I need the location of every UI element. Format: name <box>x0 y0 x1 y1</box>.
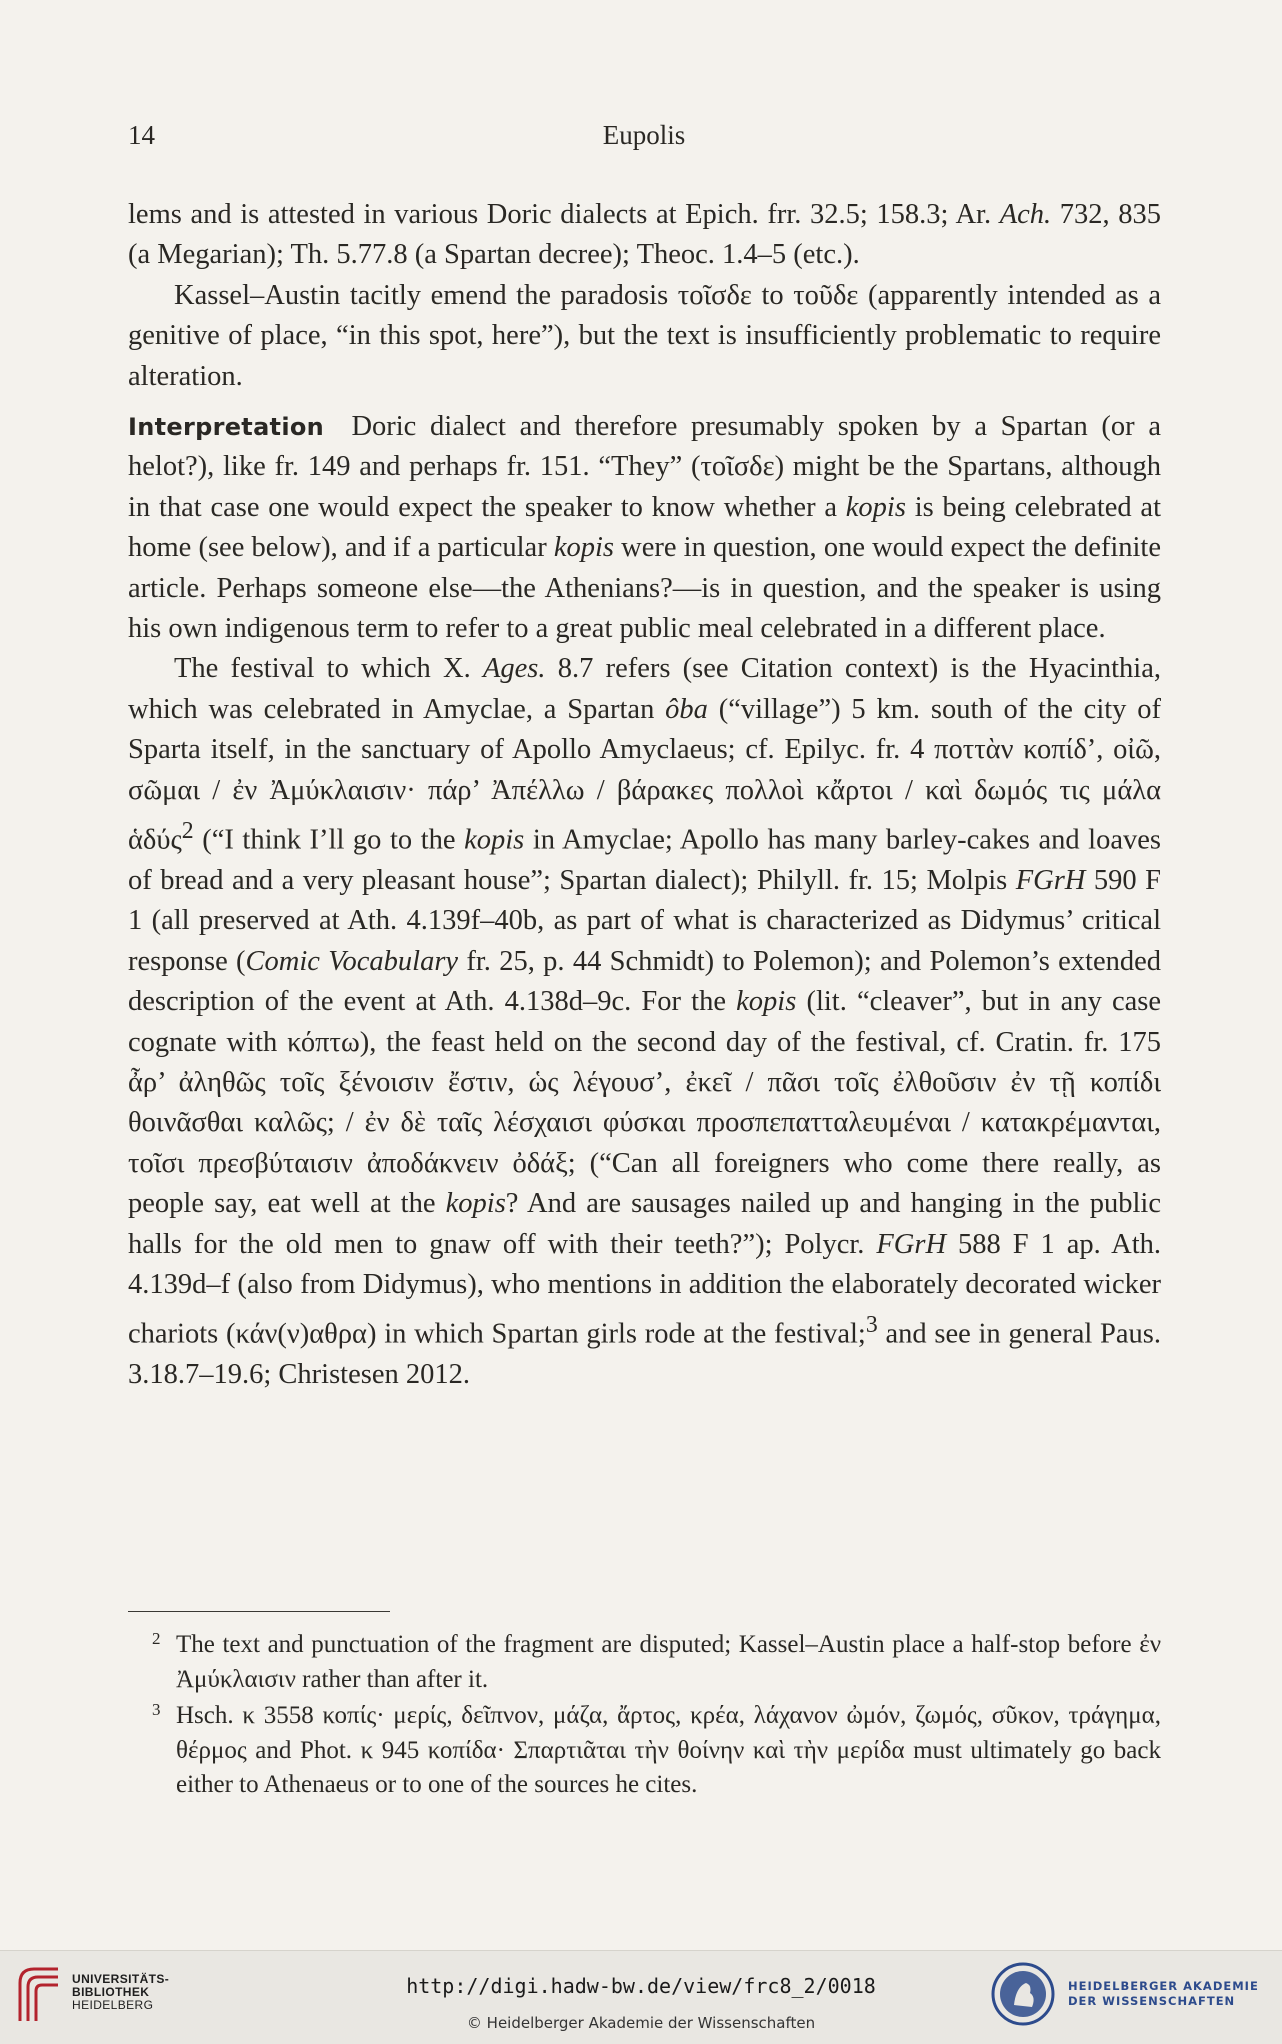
hadw-seal-logo-icon[interactable] <box>990 1961 1056 2027</box>
footnote <box>128 1699 1161 1803</box>
footnote-text: The text and punctuation of the fragment are disputed; Kassel–Austin place a half-stop before ἐν Ἀμύκλαισιν rather than after it. <box>176 1631 1161 1693</box>
footnote-marker: 3 <box>152 1700 161 1719</box>
main-text <box>128 195 1161 1396</box>
running-title: Eupolis <box>602 120 686 150</box>
footnote-rule <box>128 1611 390 1612</box>
footnote <box>128 1628 1161 1697</box>
paragraph-2: Kassel–Austin tacitly emend the paradosis τοῖσδε to τοῦδε (apparently intended as a genitive of place, “in this spot, here”), but the text is insufficiently problematic to require alteration. <box>128 279 1161 392</box>
footnotes <box>128 1628 1161 1805</box>
page-number: 14 <box>128 120 155 150</box>
section-heading: Interpretation <box>128 413 325 442</box>
interpretation-text: Doric dialect and therefore presumably spoken by a Spartan (or a helot?), like fr. 149 and perhaps fr. 151. “They” (τοῖσδε) might be the Spartans, although in that case one would expect the speaker to know whether a kopis is being celebrated at home (see below), and if a particular kopis were in question, one would expect the definite article. Perhaps someone else—the Athenians?—is in question, and the speaker is using his own indigenous term to refer to a great public meal celebrated in a different place. <box>128 411 1162 645</box>
viewer-footer <box>0 1950 1282 2044</box>
academy-name: HEIDELBERGER AKADEMIE DER WISSENSCHAFTEN <box>1068 1979 1259 2008</box>
copyright-notice: © Heidelberger Akademie der Wissenschaften <box>466 2014 816 2032</box>
paragraph-4: The festival to which X. Ages. 8.7 refers (see Citation context) is the Hyacinthia, which was celebrated in Amyclae, a Spartan ôba (“village”) 5 km. south of the city of Sparta itself, in the sanctuary of Apollo Amyclaeus; cf. Epilyc. fr. 4 ποττὰν κοπίδ’, οἰῶ, σῶμαι / ἐν Ἀμύκλαισιν· πάρ’ Ἀπέλλω / βάρακες πολλοὶ κἄρτοι / καὶ δωμός τις μάλα ἁδύς$^2$ (“I think I’ll go to the kopis in Amyclae; Apollo has many barley-cakes and loaves of bread and a very pleasant house”; Spartan dialect); Philyll. fr. 15; Molpis FGrH 590 F 1 (all preserved at Ath. 4.139f–40b, as part of what is characterized as Didymus’ critical response (Comic Vocabulary fr. 25, p. 44 Schmidt) to Polemon); and Polemon’s extended description of the event at Ath. 4.138d–9c. For the kopis (lit. “cleaver”, but in any case cognate with κόπτω), the feast held on the second day of the festival, cf. Cratin. fr. 175 ἆρ’ ἀληθῶς τοῖς ξένοισιν ἔστιν, ὡς λέγουσ’, ἐκεῖ / πᾶσι τοῖς ἐλθοῦσιν ἐν τῇ κοπίδι θοινᾶσθαι καλῶς; / ἐν δὲ ταῖς λέσχαισι φύσκαι προσπεπατταλευμέναι / κατακρέμανται, τοῖσι πρεσβύταισιν ἀποδάκνειν ὀδάξ; (“Can all foreigners who come there really, as people say, eat well at the kopis? And are sausages nailed up and hanging in the public halls for the old men to gnaw off with their teeth?”); Polycr. FGrH 588 F 1 ap. Ath. 4.139d–f (also from Didymus), who mentions in addition the elaborately decorated wicker chariots (κάν(ν)αθρα) in which Spartan girls rode at the festival;$^3$ and see in general Paus. 3.18.7–19.6; Christesen 2012. <box>128 653 1161 1391</box>
paragraph-interpretation <box>128 407 1161 649</box>
library-name: UNIVERSITÄTS- BIBLIOTHEK HEIDELBERG <box>72 1972 170 2012</box>
footnote-text: Hsch. κ 3558 κοπίς· μερίς, δεῖπνον, μάζα, ἄρτος, κρέα, λάχανον ὠμόν, ζωμός, σῦκον, τράγημα, θέρμος and Phot. κ 945 κοπίδα· Σπαρτιᾶται τὴν θοίνην καὶ τὴν μερίδα must ultimately go back either to Athenaeus or to one of the sources he cites. <box>176 1702 1161 1798</box>
paragraph-1: lems and is attested in various Doric dialects at Epich. frr. 32.5; 158.3; Ar. Ach. 732, 835 (a Megarian); Th. 5.77.8 (a Spartan decree); Theoc. 1.4–5 (etc.). <box>128 199 1161 271</box>
footnote-marker: 2 <box>152 1629 161 1648</box>
permalink[interactable]: http://digi.hadw-bw.de/view/frc8_2/0018 <box>406 1974 876 1998</box>
